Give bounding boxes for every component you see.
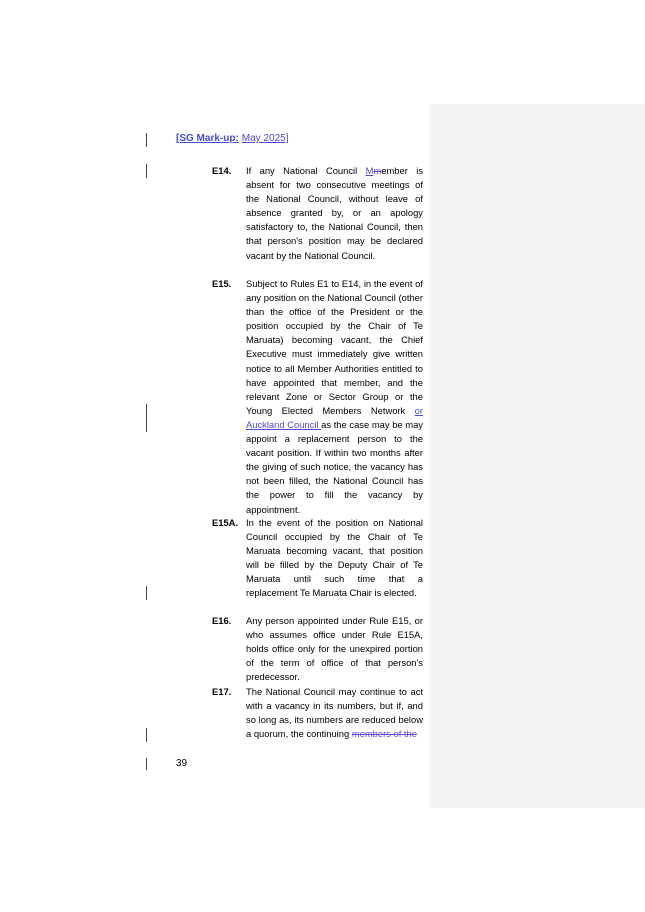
rule-text: Any person appointed under Rule E15, or who assumes office under Rule E15A, holds office only for the unexpired portion of the term of office of that person's predecessor.: [246, 615, 423, 683]
page-number: 39: [176, 758, 188, 769]
change-bar: [146, 164, 147, 178]
change-bar: [146, 404, 147, 432]
inserted-text: or Auckland Council: [246, 404, 423, 430]
rule-text: Subject to Rules E1 to E14, in the event of any position on the National Council (other than the office of the President or the position occupied by the Chair of Te Maruata) becoming vacant, the Chief Executive must immediately give written notice to all Member Authorities entitled to have appointed that member, and the relevant Zone or Sector Group or the Young Elected Members Network or Auckland Council as the case may be may appoint a replacement person to the vacant position. If within two months after the giving of such notice, the vacancy has not been filled, the National Council has the power to fill the vacancy by appointment.: [246, 278, 423, 515]
rule-number: E14.: [212, 165, 232, 176]
markup-label: [SG Mark-up:: [176, 133, 239, 144]
deleted-text: members of the: [351, 728, 417, 740]
rule-number: E16.: [212, 615, 232, 626]
rule-text: In the event of the position on National Council occupied by the Chair of Te Maruata becoming vacant, that position will be filled by the Deputy Chair of Te Maruata until such time that a replacement Te Maruata Chair is elected.: [246, 517, 423, 599]
change-bar: [146, 728, 147, 742]
rule-number: E15A.: [212, 517, 239, 528]
rule-text: If any National Council Mmember is absent for two consecutive meetings of the National Council, without leave of absence granted by, or an apology satisfactory to, the National Council, then that person's position may be declared vacant by the National Council.: [246, 165, 424, 261]
comment-pane: [429, 104, 645, 808]
markup-header: [176, 133, 288, 144]
deleted-text: m: [373, 165, 382, 176]
rule-text: The National Council may continue to act with a vacancy in its numbers, but if, and so long as, its numbers are reduced below a quorum, the continuing members of the: [246, 686, 423, 740]
rule-number: E15.: [212, 278, 232, 289]
rule-number: E17.: [212, 686, 232, 697]
change-bar: [146, 586, 147, 600]
inserted-text: M: [365, 165, 374, 176]
change-bar: [146, 133, 147, 147]
markup-date: May 2025]: [241, 133, 289, 144]
change-bar: [146, 758, 147, 770]
